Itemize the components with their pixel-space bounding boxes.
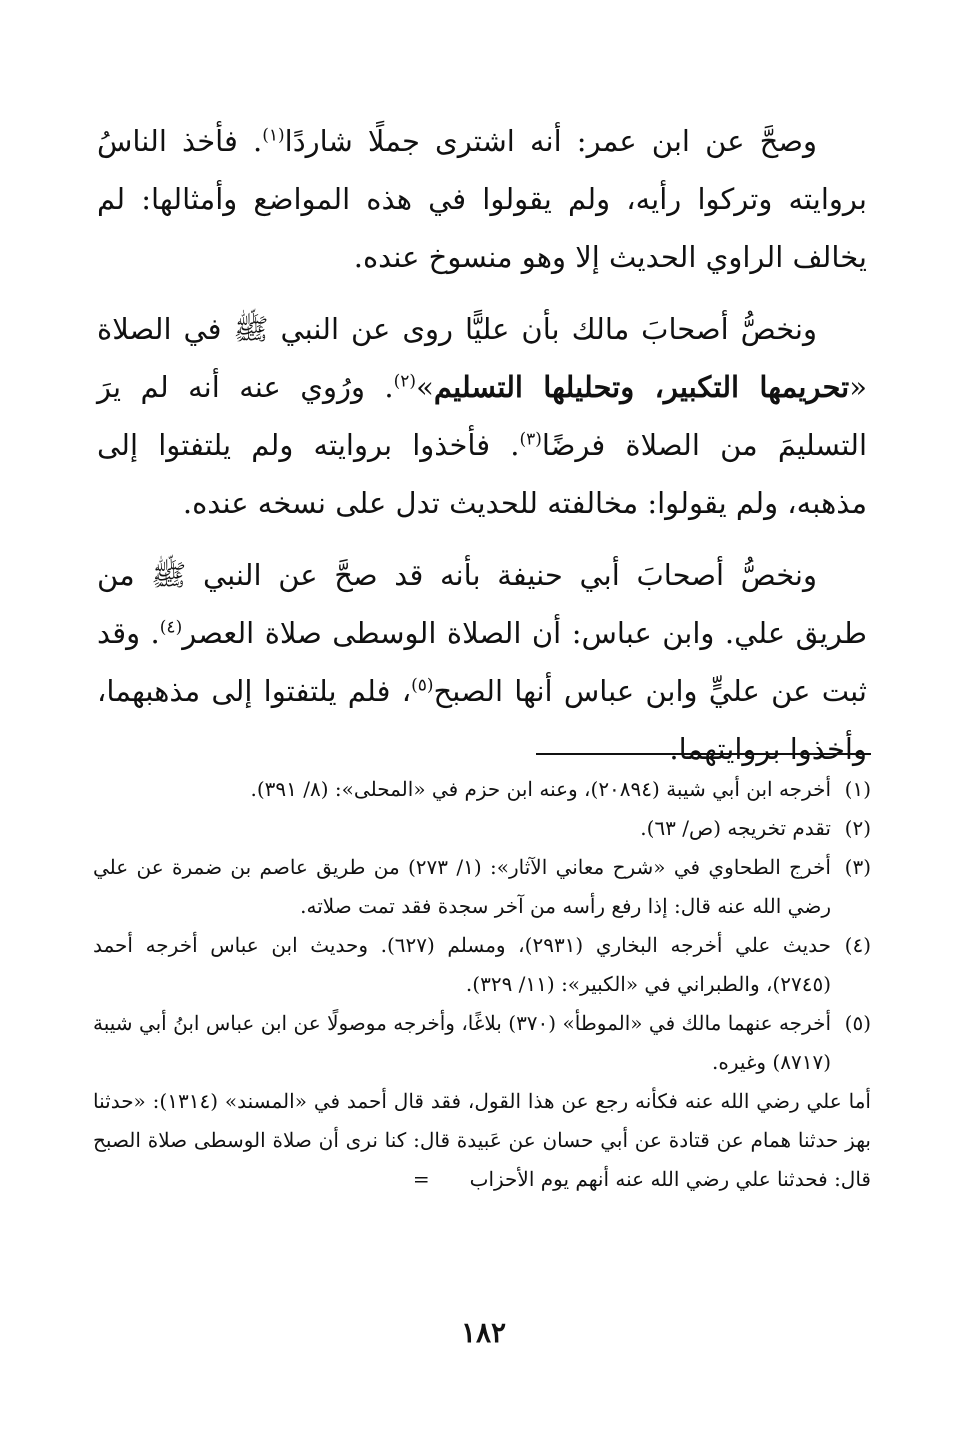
footnote-number: (٤) — [844, 933, 871, 957]
footnote-5 — [93, 1004, 871, 1082]
paragraph-3-text-c: ، فلم يلتفتوا إلى مذهبهما، وأخذوا بروايتهما. — [97, 674, 867, 766]
footnote-2 — [93, 809, 871, 848]
footnote-number: (٥) — [844, 1011, 871, 1035]
hadith-quote: تحريمها التكبير، وتحليلها التسليم — [433, 370, 850, 404]
footnote-divider — [536, 753, 871, 755]
footnote-1 — [93, 770, 871, 809]
footnote-text: أخرجه ابن أبي شيبة (٢٠٨٩٤)، وعنه ابن حزم في «المحلى»: (٨/ ٣٩١). — [250, 777, 831, 801]
footnote-ref-1[interactable]: (١) — [262, 125, 285, 146]
footnotes — [93, 770, 871, 1199]
footnote-3 — [93, 848, 871, 926]
paragraph-3 — [97, 546, 867, 778]
footnote-number: (٣) — [844, 855, 871, 879]
paragraph-2-quote-close: » — [416, 370, 434, 404]
footnote-number: (١) — [844, 777, 871, 801]
footnote-number: (٢) — [844, 816, 871, 840]
paragraph-1 — [97, 112, 867, 286]
paragraph-2-text-d: . فأخذوا بروايته ولم يلتفتوا إلى مذهبه، ولم يقولوا: مخالفته للحديث تدل على نسخه عنده. — [97, 428, 867, 520]
footnote-continuation-text: أما علي رضي الله عنه فكأنه رجع عن هذا القول، فقد قال أحمد في «المسند» (١٣١٤): «حدثنا بهز حدثنا همام عن قتادة عن أبي حسان عن عَبيدة قال: كنا نرى أن صلاة الوسطى صلاة الصبح قال: فحدثنا علي رضي الله عنه أنهم يوم الأحزاب — [93, 1089, 871, 1191]
paragraph-3-text-a: ونخصُّ أصحابَ أبي حنيفة بأنه قد صحَّ عن النبي ﷺ من طريق علي. وابن عباس: أن الصلاة الوسطى صلاة العصر — [97, 558, 867, 650]
paragraph-2-text-c: . ورُوي عنه أنه لم يرَ التسليمَ من الصلاة فرضًا — [97, 370, 868, 462]
main-text — [97, 112, 867, 792]
paragraph-3-text-b: . وقد ثبت عن عليٍّ وابن عباس أنها الصبح — [97, 616, 867, 708]
paragraph-2 — [97, 300, 867, 532]
footnote-text: أخرج الطحاوي في «شرح معاني الآثار»: (١/ ٢٧٣) من طريق عاصم بن ضمرة عن علي رضي الله عنه قال: إذا رفع رأسه من آخر سجدة فقد تمت صلاته. — [93, 855, 831, 918]
footnote-text: أخرجه عنهما مالك في «الموطأ» (٣٧٠) بلاغًا، وأخرجه موصولًا عن ابن عباس ابنُ أبي شيبة (٨٧١٧) وغيره. — [93, 1011, 831, 1074]
footnote-5-continuation — [93, 1082, 871, 1199]
paragraph-1-text-a: وصحَّ عن ابن عمر: أنه اشترى جملًا شاردًا — [284, 124, 817, 158]
paragraph-2-text-a: ونخصُّ أصحابَ مالك بأن عليًّا روى عن النبي ﷺ في الصلاة « — [97, 312, 867, 404]
footnote-ref-3[interactable]: (٣) — [519, 429, 542, 450]
footnote-4 — [93, 926, 871, 1004]
footnote-text: تقدم تخريجه (ص/ ٦٣). — [640, 816, 831, 840]
footnote-ref-4[interactable]: (٤) — [159, 617, 183, 638]
continues-marker: = — [412, 1167, 430, 1191]
paragraph-1-text-b: . فأخذ الناسُ بروايته وتركوا رأيه، ولم يقولوا في هذه المواضع وأمثالها: لم يخالف الراوي الحديث إلا وهو منسوخ عنده. — [97, 124, 867, 274]
footnote-ref-2[interactable]: (٢) — [393, 371, 417, 392]
footnote-text: حديث علي أخرجه البخاري (٢٩٣١)، ومسلم (٦٢٧). وحديث ابن عباس أخرجه أحمد (٢٧٤٥)، والطبراني في «الكبير»: (١١/ ٣٢٩). — [93, 933, 831, 996]
page-number: ١٨٢ — [460, 1316, 507, 1349]
footnote-ref-5[interactable]: (٥) — [411, 675, 434, 696]
